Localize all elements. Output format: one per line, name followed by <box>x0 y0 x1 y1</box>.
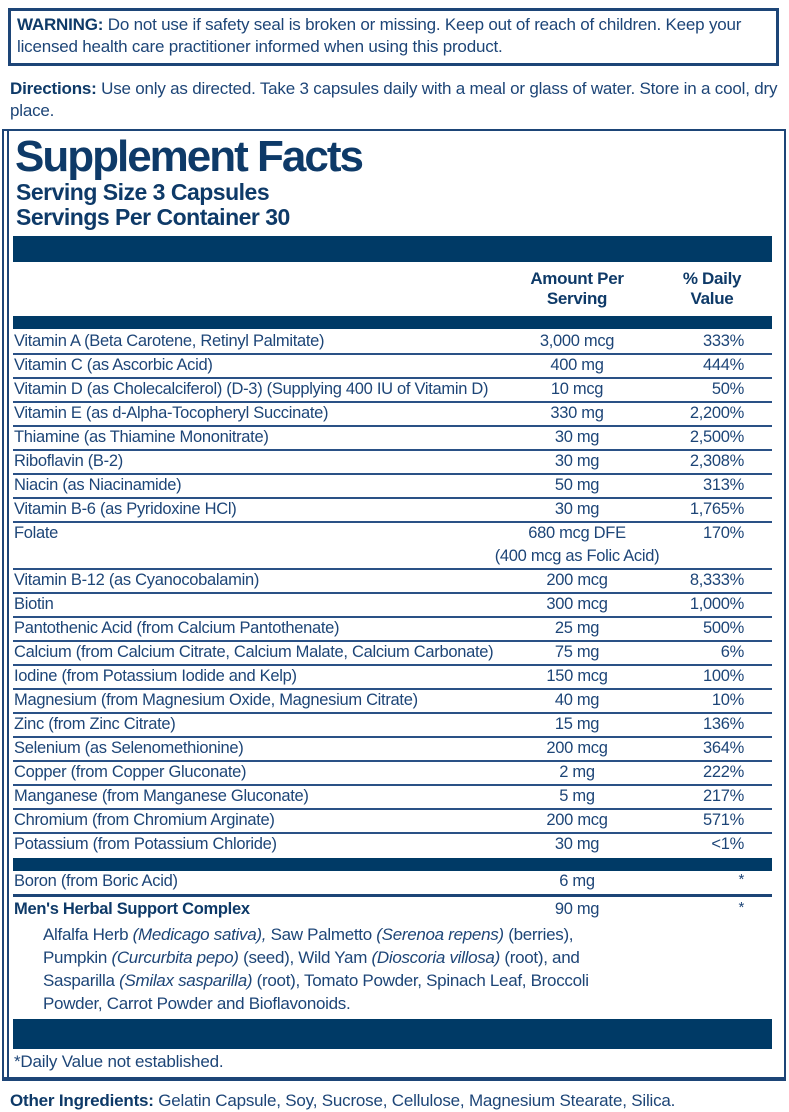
nutrient-name: Riboflavin (B-2) <box>14 452 123 470</box>
table-row <box>13 738 772 762</box>
nutrient-amount: 6 mg <box>559 872 595 890</box>
nutrient-amount: 75 mg <box>554 643 600 661</box>
nutrient-name: Vitamin C (as Ascorbic Acid) <box>14 356 213 374</box>
table-row <box>13 834 772 856</box>
table-row <box>13 690 772 714</box>
table-row <box>13 451 772 475</box>
daily-value-header <box>652 269 772 309</box>
nutrient-daily-value: <1% <box>711 835 744 853</box>
nutrient-name: Selenium (as Selenomethionine) <box>14 739 244 757</box>
nutrient-daily-value: 2,500% <box>689 428 744 446</box>
herbal-complex-name: Men's Herbal Support Complex <box>14 900 250 918</box>
nutrient-amount: 30 mg <box>554 500 600 518</box>
header-spacer <box>13 269 502 309</box>
nutrient-daily-value: 2,200% <box>689 404 744 422</box>
nutrient-daily-value: 136% <box>702 715 744 733</box>
amount-header-line1: Amount Per <box>530 269 624 288</box>
nutrient-amount: 330 mg <box>550 404 604 422</box>
nutrient-name: Boron (from Boric Acid) <box>14 872 178 890</box>
column-headers <box>13 262 772 314</box>
dv-header-line2: Value <box>690 289 734 308</box>
divider-bar <box>13 858 772 871</box>
nutrient-daily-value: 8,333% <box>689 571 744 589</box>
nutrient-amount: 40 mg <box>554 691 600 709</box>
table-row <box>13 379 772 403</box>
nutrient-amount: 200 mcg <box>546 571 608 589</box>
nutrient-daily-value: 222% <box>702 763 744 781</box>
table-row <box>13 331 772 355</box>
nutrient-daily-value: 100% <box>702 667 744 685</box>
table-row <box>13 570 772 594</box>
table-row <box>13 714 772 738</box>
nutrient-name: Calcium (from Calcium Citrate, Calcium Malate, Calcium Carbonate) <box>14 643 494 661</box>
supplement-facts-inner <box>7 131 784 1077</box>
nutrient-amount: 200 mcg <box>546 739 608 757</box>
panel-title: Supplement Facts <box>15 132 362 181</box>
nutrient-amount: 2 mg <box>559 763 595 781</box>
nutrient-amount: 50 mg <box>554 476 600 494</box>
servings-per-container: Servings Per Container 30 <box>16 204 290 230</box>
nutrient-daily-value: 500% <box>702 619 744 637</box>
nutrient-name: Chromium (from Chromium Arginate) <box>14 811 275 829</box>
nutrient-name: Manganese (from Manganese Gluconate) <box>14 787 309 805</box>
warning-text: Do not use if safety seal is broken or missing. Keep out of reach of children. Keep your licensed health care practitioner informed when using this product. <box>17 15 742 56</box>
nutrient-amount: 10 mcg <box>550 380 604 398</box>
nutrient-daily-value: 571% <box>702 811 744 829</box>
nutrient-amount: 30 mg <box>554 835 600 853</box>
special-rows <box>13 871 772 1015</box>
table-row <box>13 355 772 379</box>
nutrient-daily-value: 1,765% <box>689 500 744 518</box>
nutrient-amount: 15 mg <box>554 715 600 733</box>
nutrient-daily-value: 2,308% <box>689 452 744 470</box>
nutrient-name: Thiamine (as Thiamine Mononitrate) <box>14 428 269 446</box>
nutrient-daily-value: 10% <box>711 691 744 709</box>
nutrient-daily-value: 313% <box>702 476 744 494</box>
nutrient-name: Magnesium (from Magnesium Oxide, Magnesium Citrate) <box>14 691 418 709</box>
nutrient-amount: 680 mcg DFE (400 mcg as Folic Acid) <box>494 524 660 565</box>
herbal-description: Alfalfa Herb (Medicago sativa), Saw Palmetto (Serenoa repens) (berries), Pumpkin (Curcurbita pepo) (seed), Wild Yam (Dioscoria villosa) (root), and Sasparilla (Smilax sasparilla) (root), Tomato Powder, Spinach Leaf, Broccoli Powder, Carrot Powder and Bioflavonoids. <box>43 925 589 1013</box>
nutrient-name: Vitamin D (as Cholecalciferol) (D-3) (Supplying 400 IU of Vitamin D) <box>14 380 489 398</box>
warning-label: WARNING: <box>17 15 104 34</box>
table-row <box>13 810 772 834</box>
supplement-facts-panel <box>2 129 786 1081</box>
nutrient-rows <box>13 331 772 856</box>
other-ingredients <box>8 1090 779 1112</box>
table-row <box>13 666 772 690</box>
table-row <box>13 762 772 786</box>
table-row <box>13 642 772 666</box>
table-row <box>13 403 772 427</box>
nutrient-daily-value: * <box>738 871 744 888</box>
serving-size: Serving Size 3 Capsules <box>16 179 270 205</box>
table-row <box>13 427 772 451</box>
nutrient-name: Biotin <box>14 595 54 613</box>
nutrient-amount: 150 mcg <box>546 667 608 685</box>
daily-value-footnote: *Daily Value not established. <box>14 1052 224 1071</box>
nutrient-name: Zinc (from Zinc Citrate) <box>14 715 176 733</box>
nutrient-daily-value: * <box>738 899 744 916</box>
nutrient-name: Potassium (from Potassium Chloride) <box>14 835 277 853</box>
nutrient-name: Copper (from Copper Gluconate) <box>14 763 247 781</box>
nutrient-amount: 400 mg <box>550 356 604 374</box>
table-row <box>13 786 772 810</box>
nutrient-daily-value: 6% <box>720 643 744 661</box>
nutrient-daily-value: 50% <box>711 380 744 398</box>
dv-header-line1: % Daily <box>682 269 742 288</box>
nutrient-daily-value: 170% <box>702 524 744 542</box>
nutrient-amount: 30 mg <box>554 452 600 470</box>
nutrient-amount: 300 mcg <box>546 595 608 613</box>
nutrient-name: Niacin (as Niacinamide) <box>14 476 182 494</box>
nutrient-name: Vitamin A (Beta Carotene, Retinyl Palmitate) <box>14 332 325 350</box>
nutrient-name: Folate <box>14 524 59 542</box>
nutrient-amount: 3,000 mcg <box>539 332 615 350</box>
other-ingredients-label: Other Ingredients: <box>10 1091 154 1110</box>
divider-bar <box>13 1019 772 1049</box>
nutrient-amount: 30 mg <box>554 428 600 446</box>
warning-box <box>8 8 779 66</box>
directions-label: Directions: <box>10 79 97 98</box>
table-row <box>13 618 772 642</box>
nutrient-name: Vitamin B-12 (as Cyanocobalamin) <box>14 571 260 589</box>
nutrient-name: Pantothenic Acid (from Calcium Pantothenate) <box>14 619 340 637</box>
amount-header-line2: Serving <box>546 289 608 308</box>
table-row-boron <box>13 871 772 897</box>
directions-text: Use only as directed. Take 3 capsules daily with a meal or glass of water. Store in a cool, dry place. <box>10 79 778 120</box>
nutrient-daily-value: 217% <box>702 787 744 805</box>
nutrient-amount: 90 mg <box>554 900 600 918</box>
nutrient-daily-value: 1,000% <box>689 595 744 613</box>
nutrient-name: Iodine (from Potassium Iodide and Kelp) <box>14 667 297 685</box>
other-ingredients-text: Gelatin Capsule, Soy, Sucrose, Cellulose, Magnesium Stearate, Silica. <box>153 1091 676 1110</box>
table-row <box>13 499 772 523</box>
table-row <box>13 475 772 499</box>
nutrient-daily-value: 364% <box>702 739 744 757</box>
nutrient-amount: 200 mcg <box>546 811 608 829</box>
divider-bar <box>13 236 772 262</box>
nutrient-name: Vitamin B-6 (as Pyridoxine HCl) <box>14 500 237 518</box>
table-row <box>13 594 772 618</box>
nutrient-name: Vitamin E (as d-Alpha-Tocopheryl Succinate) <box>14 404 329 422</box>
table-row <box>13 523 772 570</box>
nutrient-amount: 5 mg <box>559 787 595 805</box>
nutrient-amount: 25 mg <box>554 619 600 637</box>
nutrient-daily-value: 333% <box>702 332 744 350</box>
directions <box>8 78 779 122</box>
table-row-herbal-complex <box>13 897 772 921</box>
amount-per-serving-header <box>502 269 652 309</box>
divider-bar <box>13 316 772 329</box>
nutrient-daily-value: 444% <box>702 356 744 374</box>
